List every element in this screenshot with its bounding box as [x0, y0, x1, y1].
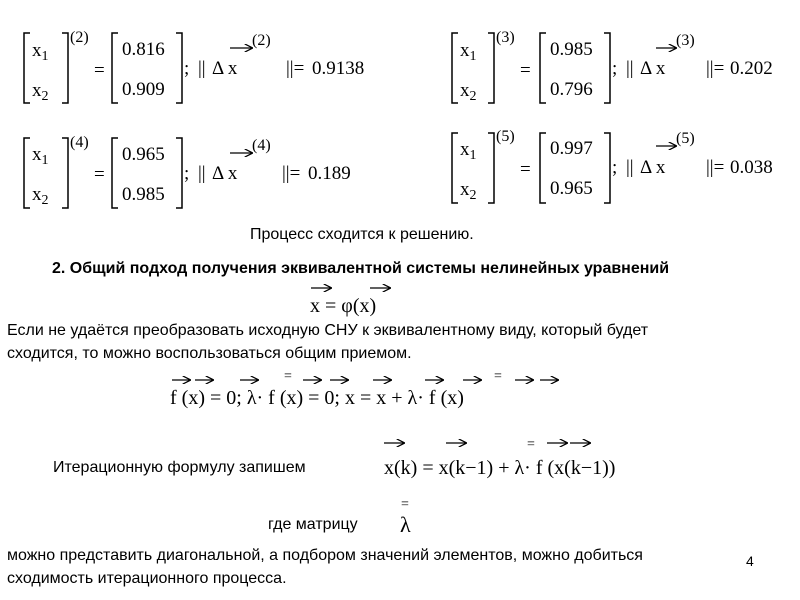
- norm-iter: (2): [252, 32, 271, 49]
- paragraph-2-line-2: сходимость итерационного процесса.: [7, 570, 287, 587]
- bracket-left: [540, 133, 546, 203]
- norm-close: ||=: [286, 58, 305, 79]
- bracket-right: [604, 33, 610, 103]
- norm-close: ||=: [282, 163, 301, 184]
- converges-text: Процесс сходится к решению.: [250, 226, 474, 243]
- iter-index: (2): [70, 29, 89, 46]
- formula-general-text: f (x) = 0; λ· f (x) = 0; x = x + λ· f (x): [170, 387, 464, 409]
- norm-iter: (3): [676, 32, 695, 49]
- norm-iter: (5): [676, 130, 695, 147]
- bracket-right: [604, 133, 610, 203]
- bracket-right: [488, 33, 494, 103]
- iter-index: (3): [496, 29, 515, 46]
- bracket-right: [62, 33, 68, 103]
- vector-x2: $x_2$: [460, 80, 477, 104]
- bracket-left: [24, 138, 30, 208]
- svg-text:=: =: [401, 497, 409, 512]
- value-2: 0.909: [122, 79, 165, 100]
- value-1: 0.965: [122, 144, 165, 165]
- norm-open: ||: [198, 58, 206, 79]
- norm-value: 0.9138: [312, 58, 365, 79]
- norm-value: 0.202: [730, 58, 773, 79]
- matrix-block-2: [452, 29, 773, 104]
- bracket-right: [176, 33, 182, 103]
- norm-open: ||: [626, 157, 634, 178]
- iter-index: (4): [70, 134, 89, 151]
- paragraph-2-line-1: можно представить диагональной, а подбором значений элементов, можно добиться: [7, 547, 643, 564]
- value-2: 0.965: [550, 178, 593, 199]
- paragraph-1-line-2: сходится, то можно воспользоваться общим приемом.: [7, 345, 412, 362]
- vector-x2: $x_2$: [32, 184, 49, 208]
- bracket-left: [540, 33, 546, 103]
- iteration-label: Итерационную формулу запишем: [53, 459, 306, 476]
- iter-index: (5): [496, 128, 515, 145]
- formula-x-phi: [310, 288, 390, 317]
- svg-text:=: =: [284, 369, 292, 384]
- svg-text:=: =: [527, 437, 535, 452]
- norm-close: ||=: [706, 58, 725, 79]
- value-1: 0.816: [122, 39, 165, 60]
- norm-value: 0.038: [730, 157, 773, 178]
- page-number: 4: [746, 553, 754, 569]
- equals-sign: =: [520, 159, 531, 180]
- norm-label: Δ x: [212, 58, 238, 79]
- matrix-block-1: [24, 29, 364, 104]
- formula-iteration: [384, 437, 615, 479]
- bracket-right: [176, 138, 182, 208]
- norm-close: ||=: [706, 157, 725, 178]
- bracket-right: [488, 133, 494, 203]
- bracket-left: [112, 33, 118, 103]
- bracket-left: [24, 33, 30, 103]
- norm-label: Δ x: [640, 58, 666, 79]
- formula-general: [170, 369, 558, 409]
- formula-x-phi-text: x = φ(x): [310, 295, 377, 317]
- equals-sign: =: [520, 60, 531, 81]
- semicolon: ;: [612, 58, 618, 79]
- value-1: 0.997: [550, 138, 593, 159]
- norm-label: Δ x: [212, 163, 238, 184]
- matrix-label: где матрицу: [268, 516, 358, 533]
- matrix-block-3: [24, 134, 351, 208]
- bracket-left: [452, 33, 458, 103]
- equals-sign: =: [94, 60, 105, 81]
- equals-sign: =: [94, 164, 105, 185]
- norm-label: Δ x: [640, 157, 666, 178]
- norm-open: ||: [198, 163, 206, 184]
- norm-iter: (4): [252, 137, 271, 154]
- value-1: 0.985: [550, 39, 593, 60]
- vector-x2: $x_2$: [32, 80, 49, 104]
- section-title: 2. Общий подход получения эквивалентной системы нелинейных уравнений: [52, 260, 670, 277]
- vector-x2: $x_2$: [460, 179, 477, 203]
- vector-x1: $x_1$: [32, 40, 49, 64]
- value-2: 0.796: [550, 79, 593, 100]
- svg-text:=: =: [494, 369, 502, 384]
- bracket-left: [112, 138, 118, 208]
- semicolon: ;: [184, 163, 190, 184]
- vector-x1: $x_1$: [460, 40, 477, 64]
- norm-open: ||: [626, 58, 634, 79]
- lambda-symbol: λ: [400, 512, 411, 537]
- value-2: 0.985: [122, 184, 165, 205]
- formula-lambda: [400, 497, 411, 537]
- bracket-left: [452, 133, 458, 203]
- formula-iteration-text: x(k) = x(k−1) + λ· f (x(k−1)): [384, 457, 616, 479]
- matrix-block-4: [452, 128, 773, 203]
- vector-x1: $x_1$: [460, 139, 477, 163]
- semicolon: ;: [184, 58, 190, 79]
- semicolon: ;: [612, 157, 618, 178]
- vector-x1: $x_1$: [32, 144, 49, 168]
- norm-value: 0.189: [308, 163, 351, 184]
- paragraph-1-line-1: Если не удаётся преобразовать исходную СНУ к эквивалентному виду, который будет: [7, 322, 649, 339]
- bracket-right: [62, 138, 68, 208]
